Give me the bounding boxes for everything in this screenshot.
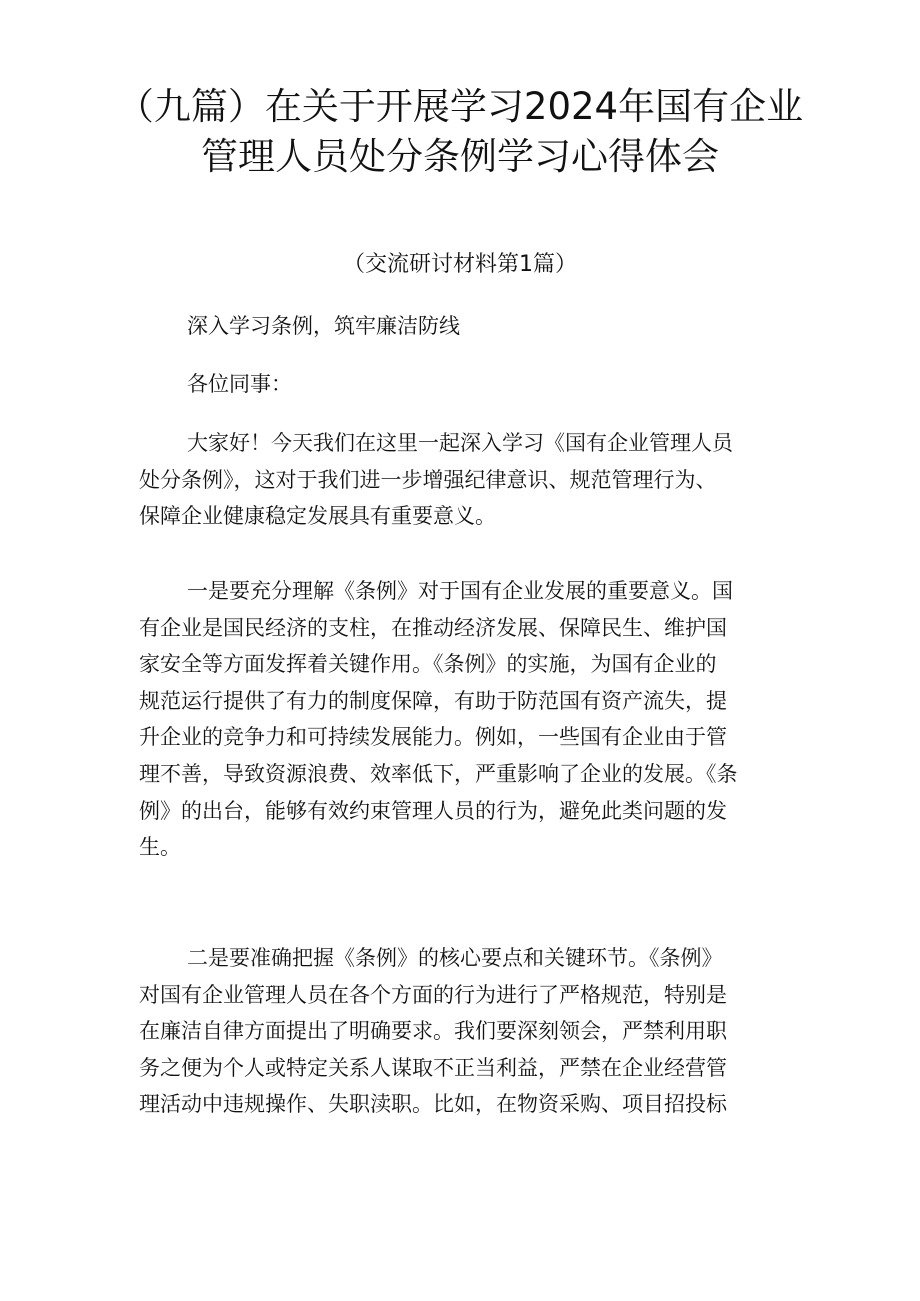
paragraph-1-line: 大家好！今天我们在这里一起深入学习《国有企业管理人员: [187, 431, 733, 455]
paragraph-3: [139, 940, 789, 1123]
paragraph-3-line: 对国有企业管理人员在各个方面的行为进行了严格规范，特别是: [139, 982, 727, 1007]
paragraph-3-line: 理活动中违规操作、失职渎职。比如，在物资采购、项目招投标: [139, 1092, 727, 1117]
paragraph-1-line: 保障企业健康稳定发展具有重要意义。: [139, 504, 496, 529]
title-line-2: 管理人员处分条例学习心得体会: [201, 135, 719, 178]
document-title: [100, 82, 820, 182]
paragraph-3-line: 务之便为个人或特定关系人谋取不正当利益，严禁在企业经营管: [139, 1055, 727, 1080]
paragraph-2-line: 家安全等方面发挥着关键作用。《条例》的实施，为国有企业的: [139, 652, 717, 677]
paragraph-2: [139, 573, 789, 866]
paragraph-2-line: 一是要充分理解《条例》对于国有企业发展的重要意义。国: [187, 579, 733, 603]
paragraph-1-line: 处分条例》，这对于我们进一步增强纪律意识、规范管理行为、: [139, 467, 717, 492]
paragraph-2-line: 例》的出台，能够有效约束管理人员的行为，避免此类问题的发: [139, 798, 727, 823]
salutation: 各位同事：: [187, 372, 292, 396]
paragraph-2-line: 升企业的竞争力和可持续发展能力。例如，一些国有企业由于管: [139, 725, 727, 750]
paragraph-1: [139, 425, 789, 535]
paragraph-3-line: 二是要准确把握《条例》的核心要点和关键环节。《条例》: [187, 946, 723, 970]
paragraph-2-line: 理不善，导致资源浪费、效率低下，严重影响了企业的发展。《条: [139, 761, 738, 786]
paragraph-2-line: 有企业是国民经济的支柱，在推动经济发展、保障民生、维护国: [139, 615, 727, 640]
title-line-1: （九篇）在关于开展学习2024年国有企业: [116, 85, 804, 128]
section-heading: 深入学习条例，筑牢廉洁防线: [187, 314, 460, 338]
paragraph-2-line: 规范运行提供了有力的制度保障，有助于防范国有资产流失，提: [139, 688, 727, 713]
document-subtitle: （交流研讨材料第1篇）: [343, 252, 577, 277]
paragraph-2-line: 生。: [139, 835, 181, 860]
paragraph-3-line: 在廉洁自律方面提出了明确要求。我们要深刻领会，严禁利用职: [139, 1019, 727, 1044]
